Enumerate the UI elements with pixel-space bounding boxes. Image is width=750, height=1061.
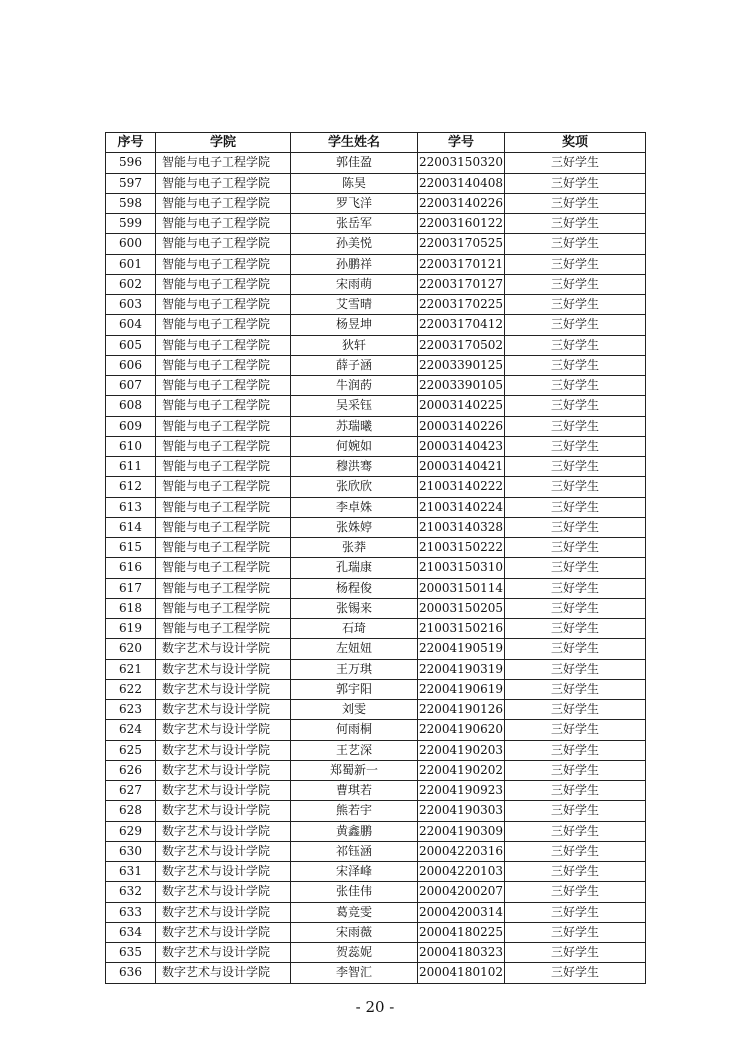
cell-no: 616 xyxy=(106,558,156,578)
cell-award: 三好学生 xyxy=(505,720,646,740)
cell-student-name: 刘雯 xyxy=(291,700,418,720)
cell-student-name: 孔瑞康 xyxy=(291,558,418,578)
cell-no: 603 xyxy=(106,295,156,315)
cell-school: 智能与电子工程学院 xyxy=(156,234,291,254)
cell-school: 数字艺术与设计学院 xyxy=(156,740,291,760)
cell-award: 三好学生 xyxy=(505,436,646,456)
cell-award: 三好学生 xyxy=(505,862,646,882)
award-list-table xyxy=(105,132,646,984)
cell-no: 621 xyxy=(106,659,156,679)
cell-student-id: 20003150205 xyxy=(418,598,505,618)
cell-student-name: 吴采钰 xyxy=(291,396,418,416)
cell-award: 三好学生 xyxy=(505,841,646,861)
cell-student-id: 22003140408 xyxy=(418,173,505,193)
cell-student-id: 22003170121 xyxy=(418,254,505,274)
cell-no: 628 xyxy=(106,801,156,821)
cell-award: 三好学生 xyxy=(505,902,646,922)
table-row xyxy=(106,214,646,234)
table-row xyxy=(106,841,646,861)
cell-no: 607 xyxy=(106,376,156,396)
cell-no: 604 xyxy=(106,315,156,335)
cell-no: 602 xyxy=(106,274,156,294)
table-row xyxy=(106,639,646,659)
cell-no: 627 xyxy=(106,781,156,801)
cell-student-id: 22004190319 xyxy=(418,659,505,679)
cell-school: 数字艺术与设计学院 xyxy=(156,700,291,720)
cell-no: 598 xyxy=(106,193,156,213)
cell-student-id: 20004180323 xyxy=(418,943,505,963)
cell-student-id: 20003140423 xyxy=(418,436,505,456)
table-row xyxy=(106,922,646,942)
table-row xyxy=(106,517,646,537)
cell-no: 601 xyxy=(106,254,156,274)
cell-award: 三好学生 xyxy=(505,882,646,902)
cell-award: 三好学生 xyxy=(505,781,646,801)
cell-award: 三好学生 xyxy=(505,214,646,234)
cell-award: 三好学生 xyxy=(505,153,646,173)
cell-no: 612 xyxy=(106,477,156,497)
cell-school: 智能与电子工程学院 xyxy=(156,376,291,396)
cell-school: 智能与电子工程学院 xyxy=(156,355,291,375)
table-row xyxy=(106,436,646,456)
cell-student-id: 21003150310 xyxy=(418,558,505,578)
cell-award: 三好学生 xyxy=(505,619,646,639)
cell-student-id: 22003170502 xyxy=(418,335,505,355)
cell-award: 三好学生 xyxy=(505,274,646,294)
cell-no: 615 xyxy=(106,538,156,558)
cell-student-name: 王艺深 xyxy=(291,740,418,760)
cell-award: 三好学生 xyxy=(505,578,646,598)
cell-student-id: 22004190309 xyxy=(418,821,505,841)
table-row xyxy=(106,740,646,760)
table-row xyxy=(106,679,646,699)
cell-no: 629 xyxy=(106,821,156,841)
cell-student-id: 22003390105 xyxy=(418,376,505,396)
cell-no: 610 xyxy=(106,436,156,456)
cell-no: 620 xyxy=(106,639,156,659)
cell-student-name: 牛润菂 xyxy=(291,376,418,396)
cell-student-name: 石琦 xyxy=(291,619,418,639)
cell-student-id: 22004190923 xyxy=(418,781,505,801)
cell-student-name: 何婉如 xyxy=(291,436,418,456)
cell-student-name: 郑蜀新一 xyxy=(291,760,418,780)
header-award: 奖项 xyxy=(505,133,646,153)
cell-award: 三好学生 xyxy=(505,821,646,841)
header-school: 学院 xyxy=(156,133,291,153)
cell-student-id: 21003140222 xyxy=(418,477,505,497)
cell-student-id: 20004220316 xyxy=(418,841,505,861)
cell-student-id: 22003170525 xyxy=(418,234,505,254)
cell-school: 智能与电子工程学院 xyxy=(156,153,291,173)
cell-award: 三好学生 xyxy=(505,477,646,497)
table-row xyxy=(106,760,646,780)
page-number: - 20 - xyxy=(355,998,395,1016)
cell-student-id: 22003140226 xyxy=(418,193,505,213)
table-row xyxy=(106,477,646,497)
cell-student-id: 20004200207 xyxy=(418,882,505,902)
cell-no: 619 xyxy=(106,619,156,639)
table-row xyxy=(106,335,646,355)
cell-student-id: 20004180102 xyxy=(418,963,505,983)
cell-school: 数字艺术与设计学院 xyxy=(156,922,291,942)
cell-school: 智能与电子工程学院 xyxy=(156,274,291,294)
cell-school: 智能与电子工程学院 xyxy=(156,416,291,436)
cell-award: 三好学生 xyxy=(505,497,646,517)
cell-student-name: 宋泽峰 xyxy=(291,862,418,882)
table-row xyxy=(106,619,646,639)
cell-student-id: 22004190519 xyxy=(418,639,505,659)
cell-student-name: 张佳伟 xyxy=(291,882,418,902)
cell-school: 数字艺术与设计学院 xyxy=(156,841,291,861)
cell-school: 智能与电子工程学院 xyxy=(156,173,291,193)
cell-student-name: 陈昊 xyxy=(291,173,418,193)
table-row xyxy=(106,882,646,902)
cell-award: 三好学生 xyxy=(505,457,646,477)
cell-no: 597 xyxy=(106,173,156,193)
cell-no: 618 xyxy=(106,598,156,618)
table-row xyxy=(106,598,646,618)
cell-award: 三好学生 xyxy=(505,700,646,720)
cell-award: 三好学生 xyxy=(505,254,646,274)
cell-school: 数字艺术与设计学院 xyxy=(156,963,291,983)
table-row xyxy=(106,355,646,375)
cell-no: 599 xyxy=(106,214,156,234)
cell-no: 631 xyxy=(106,862,156,882)
cell-no: 622 xyxy=(106,679,156,699)
cell-student-name: 苏瑞曦 xyxy=(291,416,418,436)
cell-school: 智能与电子工程学院 xyxy=(156,436,291,456)
cell-student-name: 曹琪若 xyxy=(291,781,418,801)
cell-student-id: 22004190202 xyxy=(418,760,505,780)
cell-student-name: 孙美悦 xyxy=(291,234,418,254)
cell-no: 614 xyxy=(106,517,156,537)
cell-school: 智能与电子工程学院 xyxy=(156,517,291,537)
table-row xyxy=(106,558,646,578)
cell-no: 626 xyxy=(106,760,156,780)
cell-student-name: 郭佳盈 xyxy=(291,153,418,173)
cell-school: 智能与电子工程学院 xyxy=(156,396,291,416)
cell-student-id: 22004190203 xyxy=(418,740,505,760)
cell-award: 三好学生 xyxy=(505,679,646,699)
cell-student-id: 22003390125 xyxy=(418,355,505,375)
cell-student-name: 张岳军 xyxy=(291,214,418,234)
cell-student-name: 李卓姝 xyxy=(291,497,418,517)
table-row xyxy=(106,700,646,720)
table-row xyxy=(106,963,646,983)
cell-award: 三好学生 xyxy=(505,659,646,679)
cell-no: 625 xyxy=(106,740,156,760)
cell-award: 三好学生 xyxy=(505,193,646,213)
cell-school: 数字艺术与设计学院 xyxy=(156,760,291,780)
cell-no: 605 xyxy=(106,335,156,355)
cell-student-name: 郭宇阳 xyxy=(291,679,418,699)
cell-school: 数字艺术与设计学院 xyxy=(156,862,291,882)
cell-student-id: 20004200314 xyxy=(418,902,505,922)
cell-student-name: 祁钰涵 xyxy=(291,841,418,861)
cell-student-name: 熊若宇 xyxy=(291,801,418,821)
cell-no: 613 xyxy=(106,497,156,517)
table-row xyxy=(106,153,646,173)
cell-student-id: 22003170127 xyxy=(418,274,505,294)
table-row xyxy=(106,254,646,274)
cell-no: 606 xyxy=(106,355,156,375)
table-row xyxy=(106,315,646,335)
cell-award: 三好学生 xyxy=(505,315,646,335)
cell-no: 632 xyxy=(106,882,156,902)
cell-no: 636 xyxy=(106,963,156,983)
header-student-name: 学生姓名 xyxy=(291,133,418,153)
cell-student-id: 20003140226 xyxy=(418,416,505,436)
cell-school: 数字艺术与设计学院 xyxy=(156,882,291,902)
cell-school: 智能与电子工程学院 xyxy=(156,538,291,558)
cell-student-id: 20003140225 xyxy=(418,396,505,416)
cell-award: 三好学生 xyxy=(505,558,646,578)
cell-school: 智能与电子工程学院 xyxy=(156,578,291,598)
cell-school: 智能与电子工程学院 xyxy=(156,214,291,234)
cell-no: 608 xyxy=(106,396,156,416)
cell-student-id: 20003140421 xyxy=(418,457,505,477)
table-row xyxy=(106,376,646,396)
cell-no: 600 xyxy=(106,234,156,254)
cell-no: 633 xyxy=(106,902,156,922)
cell-school: 数字艺术与设计学院 xyxy=(156,902,291,922)
cell-award: 三好学生 xyxy=(505,801,646,821)
cell-no: 617 xyxy=(106,578,156,598)
cell-award: 三好学生 xyxy=(505,598,646,618)
table-row xyxy=(106,497,646,517)
cell-school: 智能与电子工程学院 xyxy=(156,335,291,355)
cell-student-id: 22003160122 xyxy=(418,214,505,234)
table-row xyxy=(106,234,646,254)
cell-student-name: 宋雨萌 xyxy=(291,274,418,294)
cell-school: 智能与电子工程学院 xyxy=(156,295,291,315)
cell-student-name: 何雨桐 xyxy=(291,720,418,740)
cell-student-id: 22004190303 xyxy=(418,801,505,821)
cell-award: 三好学生 xyxy=(505,517,646,537)
cell-student-id: 22004190619 xyxy=(418,679,505,699)
table-row xyxy=(106,457,646,477)
cell-school: 数字艺术与设计学院 xyxy=(156,659,291,679)
cell-award: 三好学生 xyxy=(505,396,646,416)
table-row xyxy=(106,781,646,801)
cell-school: 数字艺术与设计学院 xyxy=(156,801,291,821)
cell-student-id: 22004190620 xyxy=(418,720,505,740)
cell-student-name: 宋雨薇 xyxy=(291,922,418,942)
table-header-row xyxy=(106,133,646,153)
table-row xyxy=(106,943,646,963)
cell-award: 三好学生 xyxy=(505,295,646,315)
cell-award: 三好学生 xyxy=(505,922,646,942)
table-row xyxy=(106,173,646,193)
table-row xyxy=(106,659,646,679)
cell-student-name: 贺蕊妮 xyxy=(291,943,418,963)
table-row xyxy=(106,578,646,598)
cell-school: 智能与电子工程学院 xyxy=(156,558,291,578)
cell-student-id: 22003170412 xyxy=(418,315,505,335)
cell-student-name: 张莽 xyxy=(291,538,418,558)
cell-student-name: 杨昱坤 xyxy=(291,315,418,335)
cell-no: 635 xyxy=(106,943,156,963)
cell-student-name: 罗飞洋 xyxy=(291,193,418,213)
cell-no: 630 xyxy=(106,841,156,861)
cell-award: 三好学生 xyxy=(505,355,646,375)
table-row xyxy=(106,295,646,315)
table-row xyxy=(106,416,646,436)
table-row xyxy=(106,274,646,294)
cell-no: 611 xyxy=(106,457,156,477)
cell-school: 智能与电子工程学院 xyxy=(156,254,291,274)
cell-student-name: 张欣欣 xyxy=(291,477,418,497)
cell-award: 三好学生 xyxy=(505,376,646,396)
cell-award: 三好学生 xyxy=(505,943,646,963)
table-row xyxy=(106,720,646,740)
cell-award: 三好学生 xyxy=(505,740,646,760)
cell-student-name: 左妞妞 xyxy=(291,639,418,659)
cell-award: 三好学生 xyxy=(505,234,646,254)
cell-student-name: 艾雪晴 xyxy=(291,295,418,315)
cell-student-name: 狄轩 xyxy=(291,335,418,355)
cell-student-id: 20003150114 xyxy=(418,578,505,598)
cell-student-name: 王万琪 xyxy=(291,659,418,679)
cell-student-id: 21003140328 xyxy=(418,517,505,537)
cell-school: 数字艺术与设计学院 xyxy=(156,943,291,963)
cell-award: 三好学生 xyxy=(505,173,646,193)
cell-student-id: 21003150216 xyxy=(418,619,505,639)
cell-no: 609 xyxy=(106,416,156,436)
cell-school: 数字艺术与设计学院 xyxy=(156,720,291,740)
header-no: 序号 xyxy=(106,133,156,153)
cell-school: 智能与电子工程学院 xyxy=(156,619,291,639)
cell-award: 三好学生 xyxy=(505,639,646,659)
table-body xyxy=(106,153,646,983)
cell-school: 智能与电子工程学院 xyxy=(156,477,291,497)
cell-award: 三好学生 xyxy=(505,538,646,558)
cell-student-id: 20004180225 xyxy=(418,922,505,942)
cell-no: 624 xyxy=(106,720,156,740)
cell-school: 智能与电子工程学院 xyxy=(156,598,291,618)
cell-student-name: 孙鹏祥 xyxy=(291,254,418,274)
cell-school: 智能与电子工程学院 xyxy=(156,457,291,477)
cell-school: 智能与电子工程学院 xyxy=(156,315,291,335)
cell-no: 634 xyxy=(106,922,156,942)
cell-student-name: 杨程俊 xyxy=(291,578,418,598)
cell-no: 623 xyxy=(106,700,156,720)
cell-no: 596 xyxy=(106,153,156,173)
table-row xyxy=(106,902,646,922)
cell-student-id: 21003150222 xyxy=(418,538,505,558)
cell-award: 三好学生 xyxy=(505,416,646,436)
cell-student-name: 李智汇 xyxy=(291,963,418,983)
cell-student-name: 张锡来 xyxy=(291,598,418,618)
cell-student-name: 薛子涵 xyxy=(291,355,418,375)
cell-student-id: 22003150320 xyxy=(418,153,505,173)
cell-student-id: 22003170225 xyxy=(418,295,505,315)
table-row xyxy=(106,801,646,821)
cell-student-name: 葛竞雯 xyxy=(291,902,418,922)
cell-award: 三好学生 xyxy=(505,760,646,780)
cell-award: 三好学生 xyxy=(505,335,646,355)
cell-school: 智能与电子工程学院 xyxy=(156,193,291,213)
cell-school: 数字艺术与设计学院 xyxy=(156,679,291,699)
cell-student-name: 张姝婷 xyxy=(291,517,418,537)
cell-student-name: 穆洪骞 xyxy=(291,457,418,477)
table-row xyxy=(106,396,646,416)
cell-school: 智能与电子工程学院 xyxy=(156,497,291,517)
table-row xyxy=(106,862,646,882)
cell-student-name: 黄鑫鹏 xyxy=(291,821,418,841)
header-student-id: 学号 xyxy=(418,133,505,153)
cell-student-id: 22004190126 xyxy=(418,700,505,720)
cell-student-id: 21003140224 xyxy=(418,497,505,517)
cell-school: 数字艺术与设计学院 xyxy=(156,821,291,841)
table-row xyxy=(106,193,646,213)
cell-student-id: 20004220103 xyxy=(418,862,505,882)
cell-award: 三好学生 xyxy=(505,963,646,983)
cell-school: 数字艺术与设计学院 xyxy=(156,781,291,801)
table-row xyxy=(106,821,646,841)
cell-school: 数字艺术与设计学院 xyxy=(156,639,291,659)
table-row xyxy=(106,538,646,558)
